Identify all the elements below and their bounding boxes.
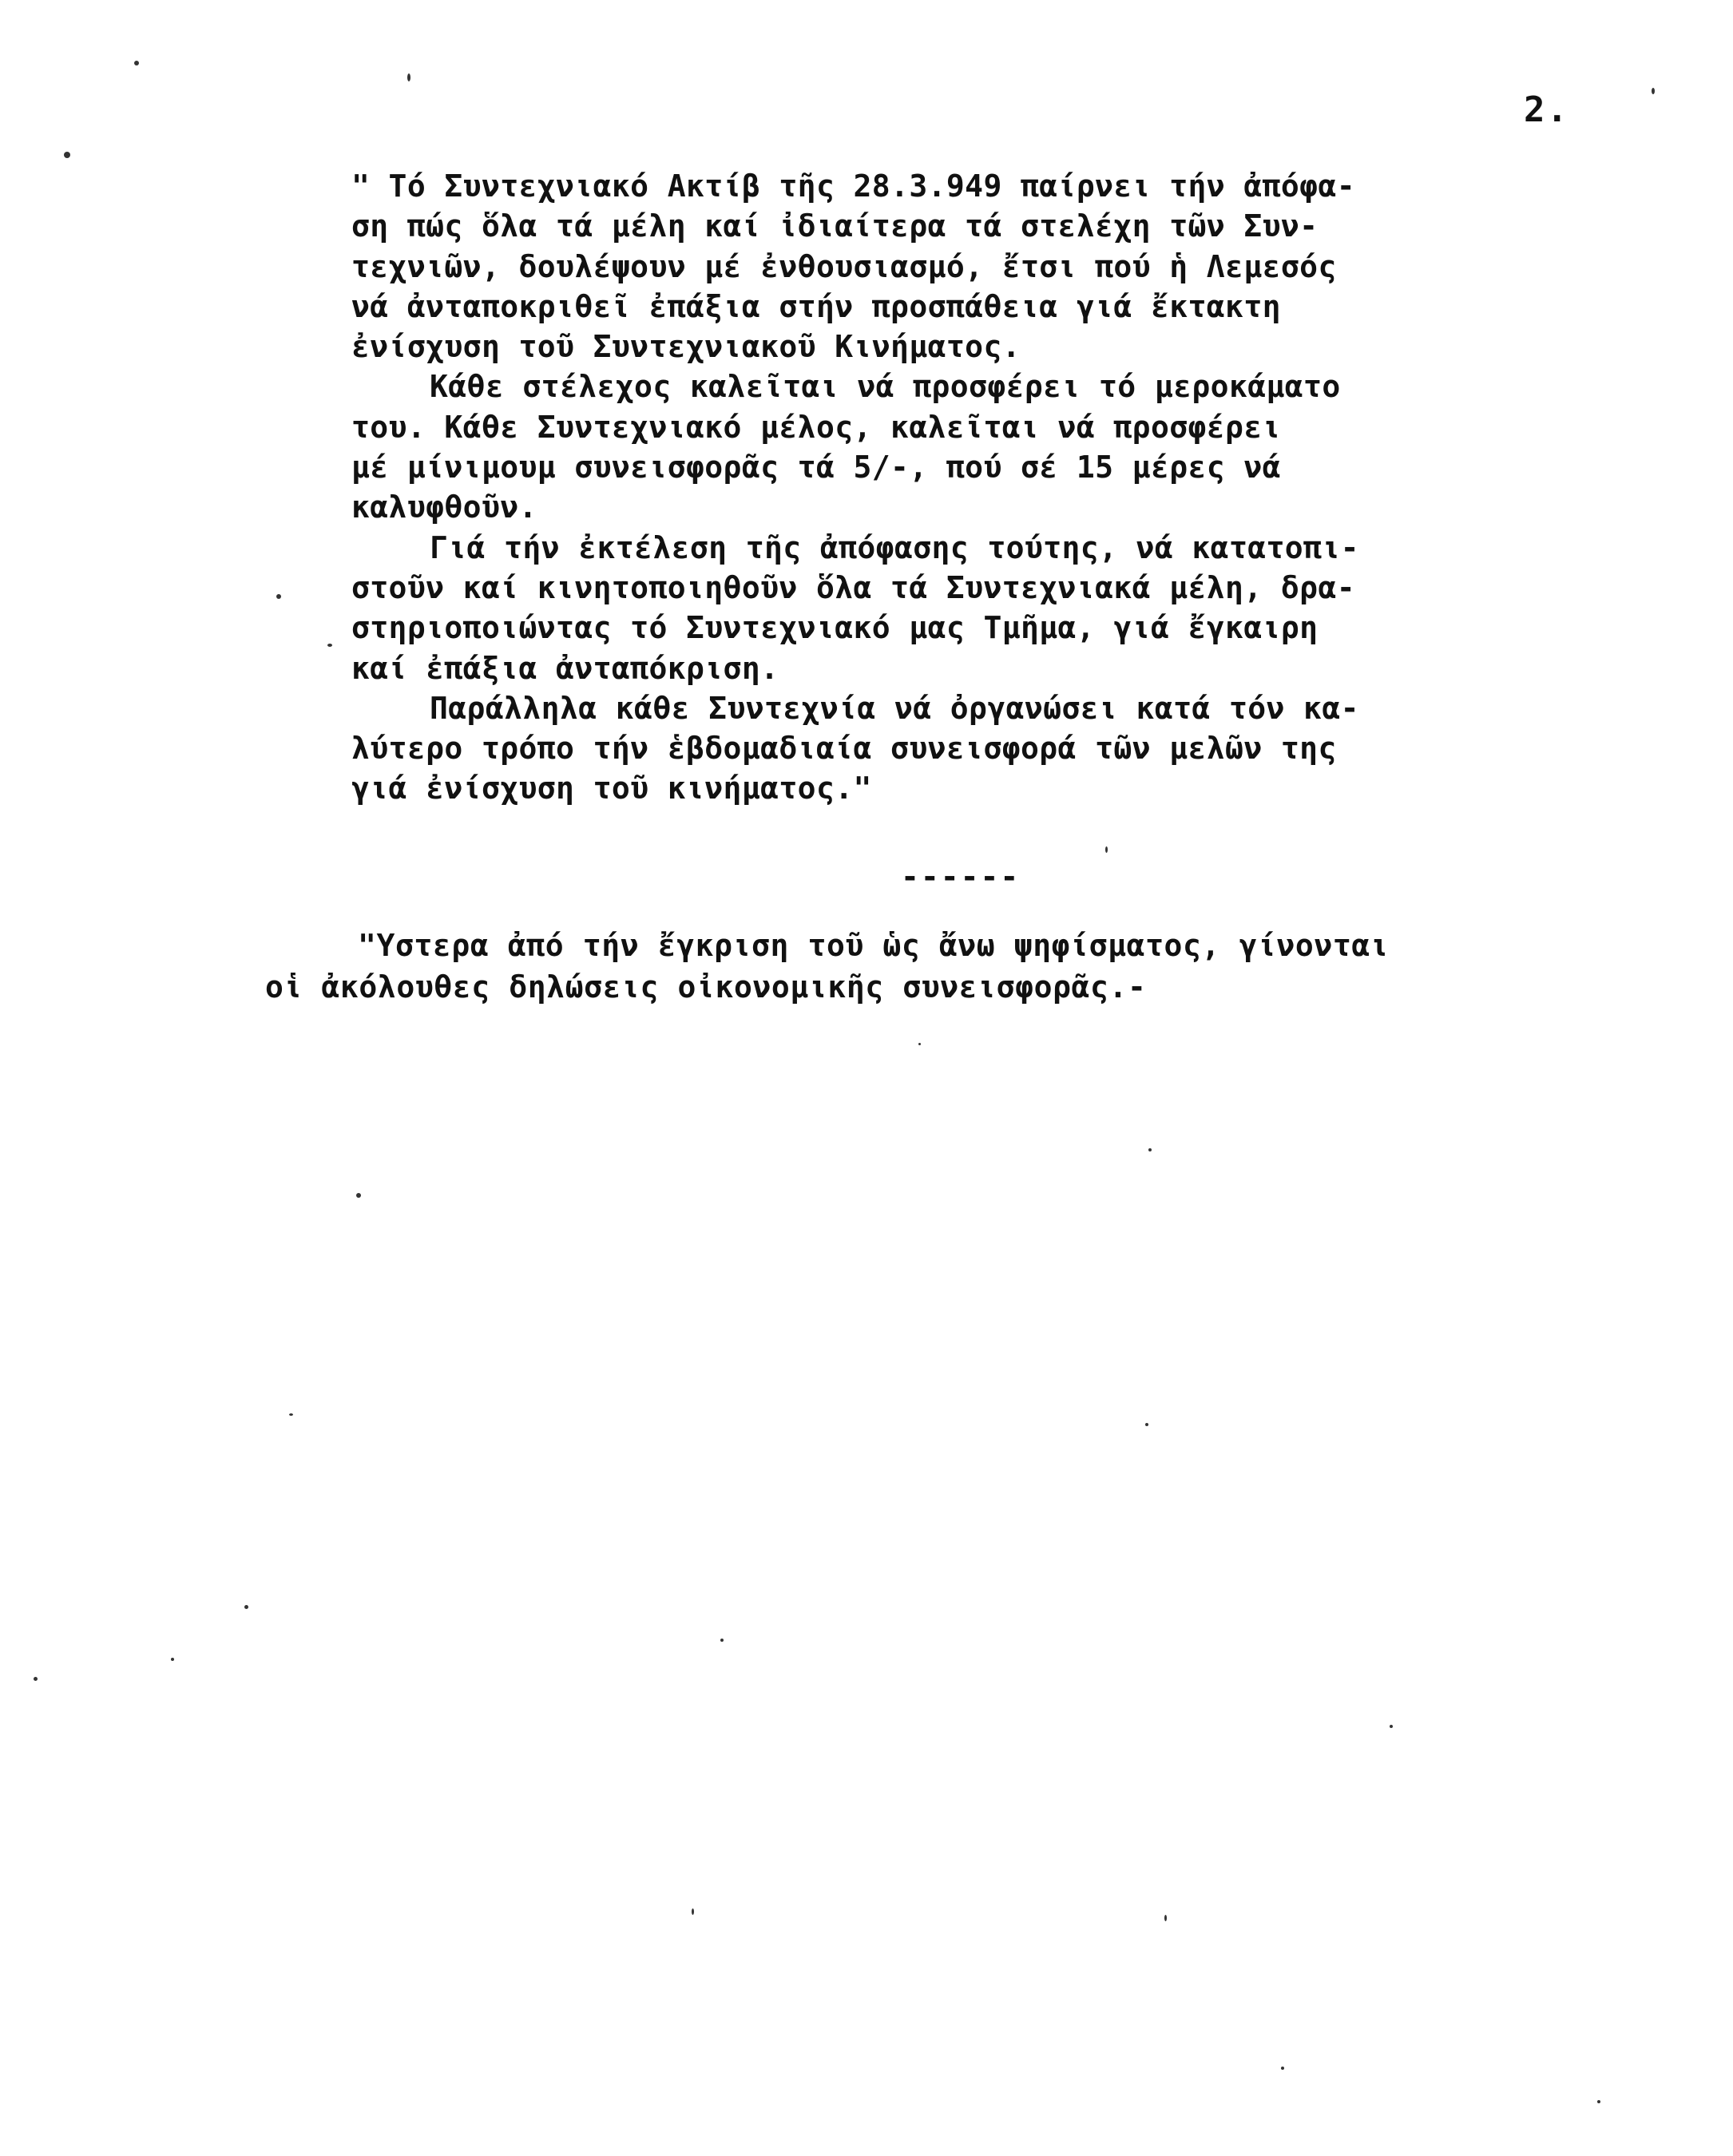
- scan-speck: [918, 1043, 921, 1045]
- scan-speck: [244, 1605, 248, 1609]
- scan-speck: [1164, 1915, 1167, 1921]
- scan-speck: [134, 61, 139, 65]
- scan-speck: [1148, 1148, 1152, 1151]
- text-line: Παράλληλα κάθε Συντεχνία νά ὀργανώσει κατά τόν κα-: [430, 690, 1359, 726]
- text-line: καλυφθοῦν.: [351, 489, 537, 525]
- text-line: Κάθε στέλεχος καλεῖται νά προσφέρει τό μεροκάματο: [430, 369, 1341, 405]
- scan-speck: [1597, 2100, 1600, 2103]
- scan-speck: [1281, 2067, 1284, 2070]
- text-line: στηριοποιώντας τό Συντεχνιακό μας Τμῆμα, γιά ἔγκαιρη: [351, 610, 1319, 646]
- text-line: νά ἀνταποκριθεῖ ἐπάξια στήν προσπάθεια γιά ἔκτακτη: [351, 288, 1281, 324]
- closing-paragraph: [265, 925, 1719, 1008]
- text-line: του. Κάθε Συντεχνιακό μέλος, καλεῖται νά προσφέρει: [351, 409, 1281, 445]
- scan-speck: [276, 594, 281, 599]
- text-line: μέ μίνιμουμ συνεισφορᾶς τά 5/-, πού σέ 15 μέρες νά: [351, 450, 1281, 485]
- scan-speck: [1390, 1725, 1393, 1728]
- text-line: ἐνίσχυση τοῦ Συντεχνιακοῦ Κινήματος.: [351, 329, 1021, 365]
- scan-speck: [171, 1658, 174, 1661]
- scan-speck: [327, 644, 332, 647]
- scan-speck: [34, 1677, 38, 1681]
- scan-speck: [720, 1639, 724, 1642]
- resolution-text: [351, 166, 1677, 809]
- scan-speck: [289, 1413, 293, 1416]
- text-line: στοῦν καί κινητοποιηθοῦν ὅλα τά Συντεχνιακά μέλη, δρα-: [351, 569, 1356, 605]
- scan-speck: [692, 1908, 694, 1915]
- scan-speck: [1145, 1423, 1148, 1426]
- text-line: λύτερο τρόπο τήν ἑβδομαδιαία συνεισφορά τῶν μελῶν της: [351, 731, 1337, 767]
- text-line: οἱ ἀκόλουθες δηλώσεις οἰκονομικῆς συνεισφορᾶς.-: [265, 969, 1147, 1005]
- text-line: " Τό Συντεχνιακό Ακτίβ τῆς 28.3.949 παίρνει τήν ἀπόφα-: [351, 168, 1356, 204]
- text-line: γιά ἐνίσχυση τοῦ κινήματος.": [351, 771, 872, 807]
- scan-speck: [356, 1193, 361, 1198]
- text-line: ση πώς ὅλα τά μέλη καί ἰδιαίτερα τά στελέχη τῶν Συν-: [351, 208, 1319, 244]
- page-number: 2.: [1524, 89, 1569, 130]
- text-line: τεχνιῶν, δουλέψουν μέ ἐνθουσιασμό, ἔτσι πού ἡ Λεμεσός: [351, 248, 1337, 284]
- text-line: Γιά τήν ἐκτέλεση τῆς ἀπόφασης τούτης, νά κατατοπι-: [430, 529, 1359, 565]
- section-divider: ------: [901, 859, 1021, 894]
- scan-speck: [1652, 88, 1655, 94]
- scan-speck: [407, 73, 410, 81]
- scan-speck: [64, 152, 70, 158]
- scan-speck: [1105, 846, 1108, 853]
- text-line: καί ἐπάξια ἀνταπόκριση.: [351, 650, 779, 686]
- text-line: "Υστερα ἀπό τήν ἔγκριση τοῦ ὡς ἄνω ψηφίσματος, γίνονται: [358, 928, 1390, 963]
